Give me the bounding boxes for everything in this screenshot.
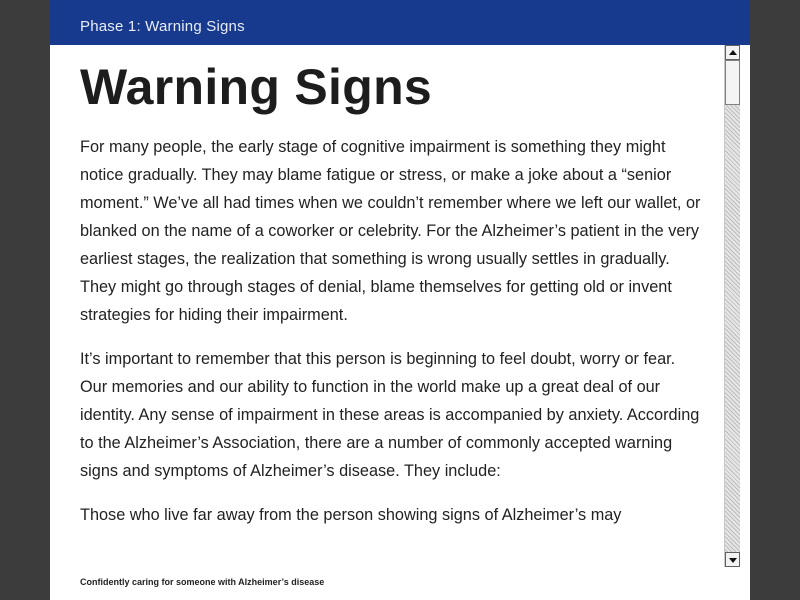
paragraph: Those who live far away from the person showing signs of Alzheimer’s may [80,506,622,524]
content-area [50,45,722,568]
scroll-up-button[interactable] [725,45,740,60]
vertical-scrollbar[interactable] [724,45,740,567]
scroll-thumb[interactable] [725,60,740,105]
footer [50,568,750,600]
arrow-down-icon [729,558,737,563]
paragraph: For many people, the early stage of cognitive impairment is something they might notice gradually. They may blame fatigue or stress, or make a joke about a “senior moment.” We’ve all had times when we couldn’t remember where we left our wallet, or blanked on the name of a coworker or celebrity. For the Alzheimer’s patient in the very earliest stages, the realization that something is wrong usually settles in gradually. They might go through stages of denial, blame themselves for getting old or invent strategies for hiding their impairment. [80,138,701,324]
document-page [50,0,750,600]
paragraph: It’s important to remember that this person is beginning to feel doubt, worry or fear. Our memories and our ability to function in the world make up a great deal of our identity. Any sense of impairment in these areas is accompanied by anxiety. According to the Alzheimer’s Association, there are a number of commonly accepted warning signs and symptoms of Alzheimer’s disease. They include: [80,350,700,480]
arrow-up-icon [729,50,737,55]
footer-text: Confidently caring for someone with Alzheimer’s disease [80,577,325,587]
page-heading: Warning Signs [80,59,433,115]
scroll-down-button[interactable] [725,552,740,567]
header-bar [50,0,750,45]
content [80,55,705,529]
section-title: Phase 1: Warning Signs [80,18,245,35]
